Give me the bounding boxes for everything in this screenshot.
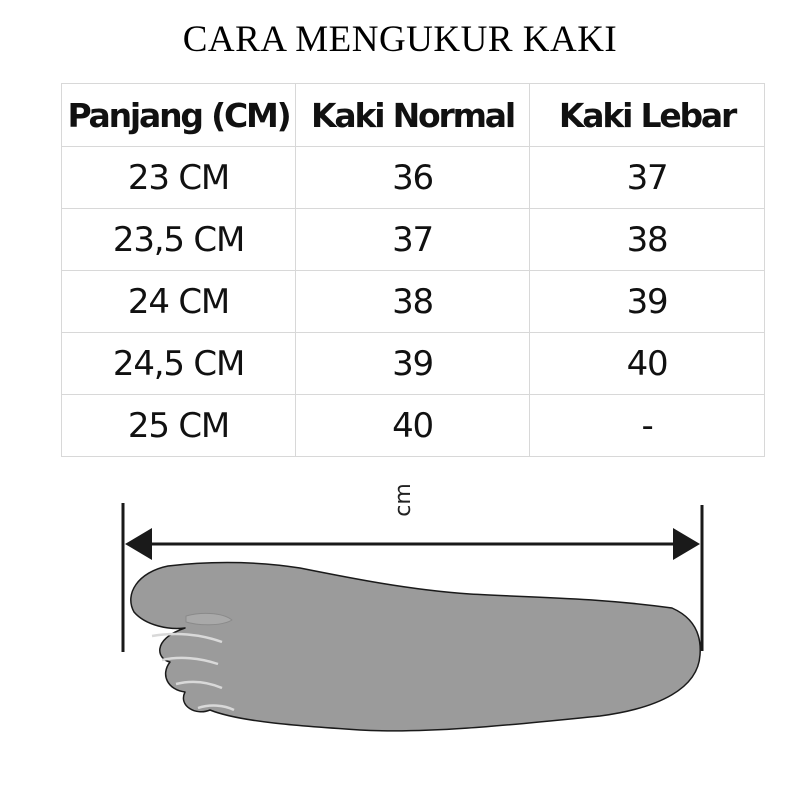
cell-wide-size: 38	[530, 209, 765, 271]
cell-normal-size: 40	[296, 395, 530, 457]
cell-wide-size: 39	[530, 271, 765, 333]
header-normal-foot: Kaki Normal	[296, 84, 530, 147]
cell-normal-size: 38	[296, 271, 530, 333]
cell-length: 25 CM	[62, 395, 296, 457]
header-length: Panjang (CM)	[62, 84, 296, 147]
arrow-right-head	[673, 528, 700, 560]
page-title: CARA MENGUKUR KAKI	[182, 19, 618, 60]
table-row	[62, 147, 765, 209]
cell-normal-size: 39	[296, 333, 530, 395]
foot-icon	[131, 563, 700, 731]
cell-normal-size: 37	[296, 209, 530, 271]
measure-arrow	[125, 528, 700, 560]
cell-length: 24 CM	[62, 271, 296, 333]
arrow-left-head	[125, 528, 152, 560]
header-wide-foot: Kaki Lebar	[530, 84, 765, 147]
cell-wide-size: 37	[530, 147, 765, 209]
measure-unit-label: cm	[391, 483, 416, 517]
cell-length: 24,5 CM	[62, 333, 296, 395]
size-chart-table	[61, 83, 765, 457]
table-row	[62, 271, 765, 333]
foot-measurement-illustration	[0, 470, 800, 800]
table-header-row	[62, 84, 765, 147]
table-row	[62, 395, 765, 457]
table-row	[62, 333, 765, 395]
cell-length: 23,5 CM	[62, 209, 296, 271]
table-row	[62, 209, 765, 271]
cell-wide-size: 40	[530, 333, 765, 395]
cell-wide-size: -	[530, 395, 765, 457]
cell-normal-size: 36	[296, 147, 530, 209]
cell-length: 23 CM	[62, 147, 296, 209]
